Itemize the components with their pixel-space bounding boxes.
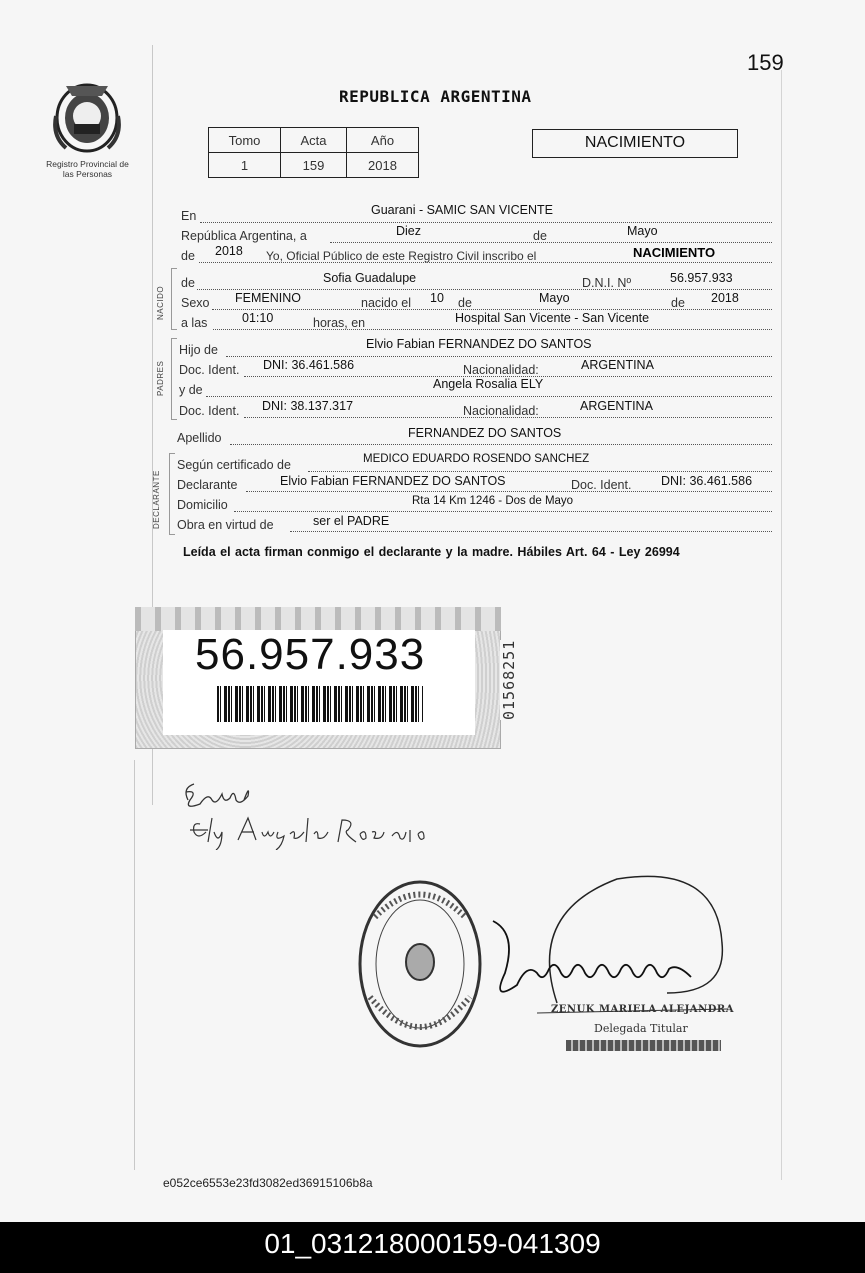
dotted-line — [200, 222, 772, 223]
value-child-name: Sofia Guadalupe — [323, 271, 417, 285]
label-republica: República Argentina, a — [181, 229, 307, 243]
label-de-name: de — [181, 276, 195, 290]
footer-id-bar: 01_031218000159-041309 — [0, 1222, 865, 1273]
value-sex: FEMENINO — [235, 291, 301, 305]
record-header-tomo: Tomo — [209, 128, 281, 153]
record-header-acta: Acta — [281, 128, 347, 153]
label-de: de — [533, 229, 547, 243]
dotted-line — [234, 511, 772, 512]
handwritten-signatures — [178, 770, 448, 850]
logo-caption: Registro Provincial de las Personas — [46, 159, 129, 179]
official-signature — [487, 873, 737, 1023]
label-de3: de — [671, 296, 685, 310]
label-apellido: Apellido — [177, 431, 222, 445]
dotted-line — [197, 289, 772, 290]
record-value-tomo: 1 — [209, 153, 281, 178]
label-de-year: de — [181, 249, 195, 263]
dotted-line — [230, 444, 772, 445]
label-hijo-de: Hijo de — [179, 343, 218, 357]
value-day-text: Diez — [396, 224, 422, 238]
document-hash: e052ce6553e23fd3082ed36915106b8a — [163, 1176, 373, 1190]
barcode — [217, 686, 423, 722]
value-child-dni: 56.957.933 — [670, 271, 733, 285]
official-role: Delegada Titular — [594, 1022, 688, 1035]
sticker-number: 56.957.933 — [195, 630, 426, 679]
born-bracket — [171, 268, 177, 330]
value-month: Mayo — [627, 224, 658, 238]
value-birth-time: 01:10 — [242, 311, 274, 325]
document-title: REPUBLICA ARGENTINA — [339, 87, 532, 106]
value-address: Rta 14 Km 1246 - Dos de Mayo — [412, 495, 574, 507]
dotted-line — [308, 471, 772, 472]
label-de2: de — [458, 296, 472, 310]
label-y-de: y de — [179, 383, 203, 397]
label-domicilio: Domicilio — [177, 498, 228, 512]
dotted-line — [212, 309, 772, 310]
label-en: En — [181, 209, 197, 223]
side-label-born: NACIDO — [156, 285, 165, 320]
stamp-ink-line — [566, 1040, 721, 1051]
label-nacionalidad-father: Nacionalidad: — [463, 363, 539, 377]
left-margin-rule-lower — [134, 760, 135, 1170]
value-birth-day: 10 — [430, 291, 444, 305]
value-mother-doc: DNI: 38.137.317 — [262, 399, 354, 413]
label-horas-en: horas, en — [313, 316, 366, 330]
dotted-line — [199, 262, 772, 263]
official-name: ZENUK MARIELA ALEJANDRA — [551, 1004, 734, 1015]
label-a-las: a las — [181, 316, 208, 330]
value-mother-name: Angela Rosalia ELY — [433, 377, 544, 391]
record-table — [208, 127, 419, 178]
label-oficial: Yo, Oficial Público de este Registro Civil inscribo el — [266, 249, 537, 263]
value-declarant-name: Elvio Fabian FERNANDEZ DO SANTOS — [280, 474, 506, 488]
dotted-line — [206, 396, 772, 397]
label-nacido-el: nacido el — [361, 296, 412, 310]
closing-statement: Leída el acta firman conmigo el declarante y la madre. Hábiles Art. 64 - Ley 26994 — [183, 545, 680, 559]
record-value-acta: 159 — [281, 153, 347, 178]
label-doc-ident-mother: Doc. Ident. — [179, 404, 240, 418]
right-margin-rule — [781, 70, 782, 1180]
label-doc-ident-declarant: Doc. Ident. — [571, 478, 632, 492]
label-nacionalidad-mother: Nacionalidad: — [463, 404, 539, 418]
value-father-nationality: ARGENTINA — [581, 358, 654, 372]
dotted-line — [246, 491, 772, 492]
record-header-ano: Año — [347, 128, 419, 153]
label-doc-ident-father: Doc. Ident. — [179, 363, 240, 377]
side-label-parents: PADRES — [156, 360, 165, 396]
value-birth-month: Mayo — [539, 291, 570, 305]
value-by-virtue-of: ser el PADRE — [313, 514, 390, 528]
provincial-seal-logo — [52, 76, 122, 154]
page-number: 159 — [747, 50, 784, 75]
value-surname: FERNANDEZ DO SANTOS — [408, 426, 562, 440]
value-father-name: Elvio Fabian FERNANDEZ DO SANTOS — [366, 337, 592, 351]
label-sexo: Sexo — [181, 296, 210, 310]
value-birth-year: 2018 — [711, 291, 739, 305]
value-declarant-doc: DNI: 36.461.586 — [661, 474, 753, 488]
official-stamp — [355, 877, 485, 1052]
dotted-line — [213, 329, 772, 330]
parents-bracket — [171, 338, 177, 420]
record-type-box: NACIMIENTO — [532, 129, 738, 158]
value-birth-place: Hospital San Vicente - San Vicente — [455, 311, 650, 325]
label-dni: D.N.I. Nº — [582, 276, 632, 290]
label-obra: Obra en virtud de — [177, 518, 274, 532]
sticker-pattern-strip — [135, 607, 501, 631]
record-value-ano: 2018 — [347, 153, 419, 178]
dotted-line — [226, 356, 772, 357]
sticker-serial: 01568251 — [500, 639, 518, 720]
declarant-bracket — [169, 453, 175, 535]
dotted-line — [290, 531, 772, 532]
dotted-line — [330, 242, 772, 243]
value-act-type: NACIMIENTO — [633, 245, 716, 260]
value-place: Guarani - SAMIC SAN VICENTE — [371, 203, 553, 217]
side-label-declarant: DECLARANTE — [152, 470, 161, 529]
value-father-doc: DNI: 36.461.586 — [263, 358, 355, 372]
value-certificate-by: MEDICO EDUARDO ROSENDO SANCHEZ — [363, 453, 590, 465]
value-mother-nationality: ARGENTINA — [580, 399, 653, 413]
value-year: 2018 — [215, 244, 243, 258]
label-segun: Según certificado de — [177, 458, 291, 472]
label-declarante: Declarante — [177, 478, 238, 492]
